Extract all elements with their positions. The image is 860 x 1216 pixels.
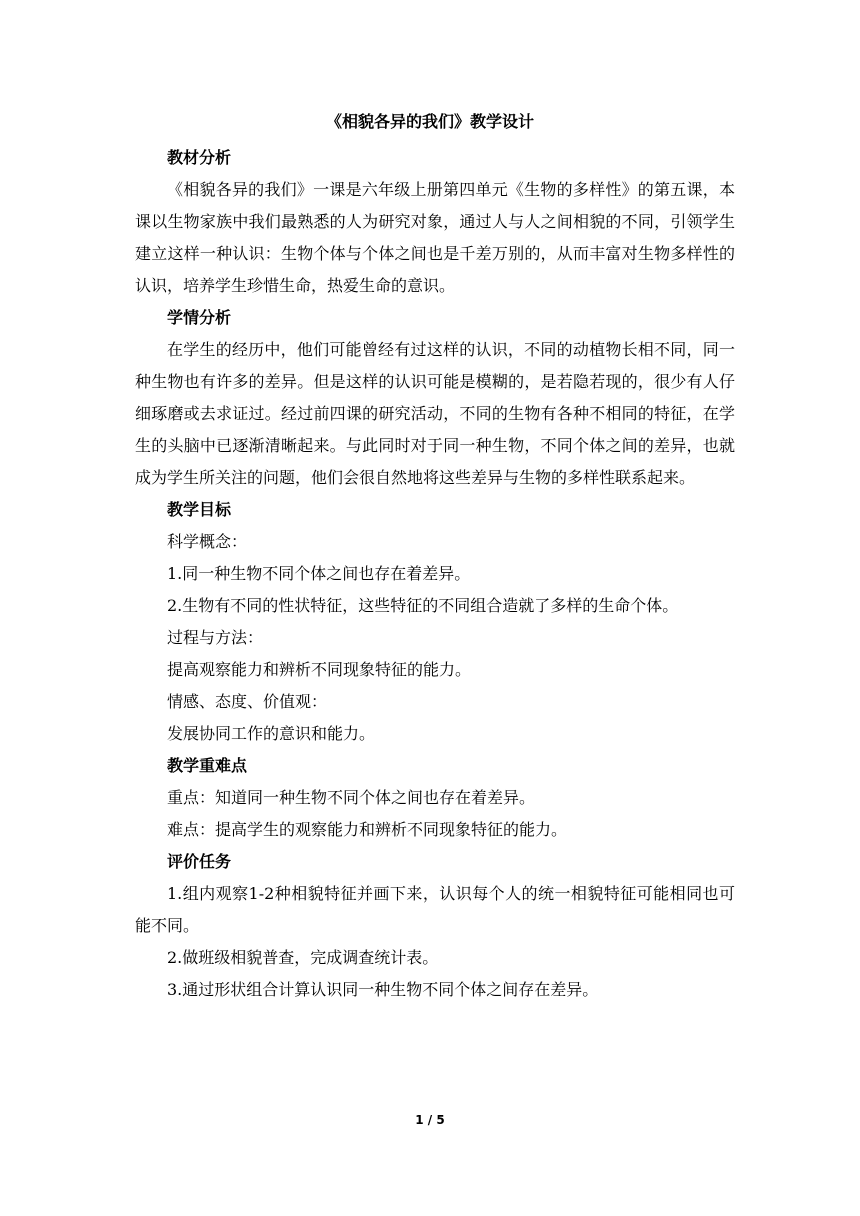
document-title: 《相貌各异的我们》教学设计 <box>325 112 534 131</box>
evaluation-task-item: 3.通过形状组合计算认识同一种生物不同个体之间存在差异。 <box>167 980 599 999</box>
goal-attitude-label: 情感、态度、价值观： <box>167 692 328 711</box>
students-paragraph: 在学生的经历中，他们可能曾经有过这样的认识，不同的动植物长相不同，同一种生物也有许多的差异。但是这样的认识可能是模糊的，是若隐若现的，很少有人仔细琢磨或去求证过。经过前四课的研究活动，不同的生物有各种不相同的特征，在学生的头脑中已逐渐清晰起来。与此同时对于同一种生物，不同个体之间的差异，也就成为学生所关注的问题，他们会很自然地将这些差异与生物的多样性联系起来。 <box>135 340 735 487</box>
goal-concept-item: 2.生物有不同的性状特征，这些特征的不同组合造就了多样的生命个体。 <box>167 596 679 615</box>
evaluation-task-item: 1.组内观察1-2种相貌特征并画下来，认识每个人的统一相貌特征可能相同也可能不同。 <box>135 884 735 935</box>
goal-attitude-item: 发展协同工作的意识和能力。 <box>167 724 376 743</box>
document-body <box>135 142 735 1006</box>
difficult-point-item: 难点：提高学生的观察能力和辨析不同现象特征的能力。 <box>167 820 568 839</box>
key-point-item: 重点：知道同一种生物不同个体之间也存在着差异。 <box>167 788 536 807</box>
section-heading-students: 学情分析 <box>167 308 232 327</box>
section-heading-evaluation: 评价任务 <box>167 852 232 871</box>
goal-process-label: 过程与方法： <box>167 628 264 647</box>
goal-process-item: 提高观察能力和辨析不同现象特征的能力。 <box>167 660 472 679</box>
section-heading-key-points: 教学重难点 <box>167 756 248 775</box>
page-number: 1 / 5 <box>415 1113 445 1127</box>
materials-paragraph: 《相貌各异的我们》一课是六年级上册第四单元《生物的多样性》的第五课，本课以生物家族中我们最熟悉的人为研究对象，通过人与人之间相貌的不同，引领学生建立这样一种认识：生物个体与个体之间也是千差万别的，从而丰富对生物多样性的认识，培养学生珍惜生命，热爱生命的意识。 <box>135 180 735 295</box>
goal-concept-label: 科学概念： <box>167 532 248 551</box>
section-heading-materials: 教材分析 <box>167 148 232 167</box>
section-heading-goals: 教学目标 <box>167 500 232 519</box>
evaluation-task-item: 2.做班级相貌普查，完成调查统计表。 <box>167 948 439 967</box>
goal-concept-item: 1.同一种生物不同个体之间也存在着差异。 <box>167 564 471 583</box>
